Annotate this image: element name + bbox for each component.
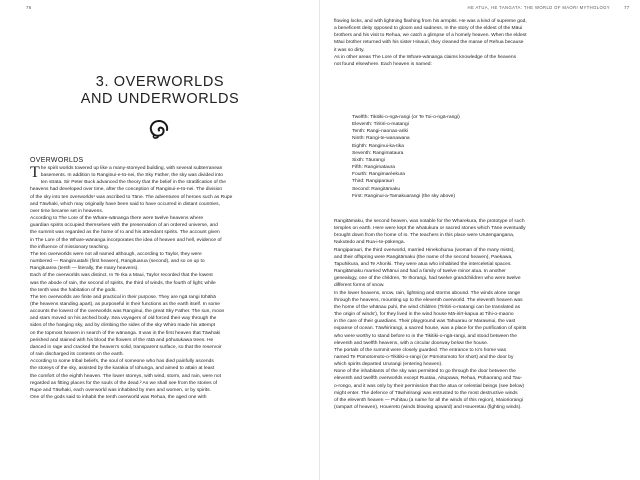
text-line: on the topmost heaven in search of the wānanga. It was in the first heaven that Tāwhaki [30,330,221,336]
text-line: (the heavens standing apart), as purposeful in their functions as the earth itself. In some [30,301,221,307]
koru-ornament-icon [148,118,170,140]
left-body-text [30,165,292,401]
drop-cap: T [30,164,40,181]
text-line: heavens had developed over time, after the conception of Ranginui-e-tū-nei. The division [30,187,223,193]
text-line: Rangitāmaku married Whānui and had a family of twelve minor atua. In another [334,269,506,275]
text-line: brought down from the home of Io. The teachers in this place were Urutengangana, [334,233,515,239]
list-item: Eleventh: Tiritiri-o-matangi [352,122,409,128]
text-line: None of the inhabitants of the sky was permitted to go through the door between the [334,369,516,375]
text-line: regarded as fitting places for the souls of the dead.² As we shall see from the stories of [30,380,218,386]
running-head: HE ATUA, HE TANGATA: THE WORLD OF MAORI MYTHOLOGY [467,5,610,10]
right-body-text [334,218,602,411]
text-line: eleventh and twelfth heavens, with a circular doorway below the house. [334,340,489,346]
text-line: Nukutedo and Rua-i-te-pūkenga. [334,240,405,246]
list-item: First: Ranginui-a-Tamakuarangi (the sky above) [352,193,456,199]
text-line: brothers and his visit to Rehua, we catch a glimpse of a homely heaven. When the eldest [334,33,527,39]
text-line: a beneficent deity opposed to gloom and sadness. In the story of the eldest of the Māui [334,26,523,32]
text-line: flowing locks, and with lightning flashing from his armpits. He was a kind of supreme god, [334,19,527,24]
chapter-title-line1: 3. OVERWORLDS [95,74,225,90]
text-line: of rain discharged its contents on the earth. [30,352,124,358]
text-line: of the sky into ten overworlds¹ was ascribed to Tāne. The adventures of heroes such as Rupe [30,194,233,200]
text-line: In the lower heavens, snow, rain, lightning and storms abound. The winds alone range [334,290,521,296]
text-line: of the eleventh heaven — Puhitau (a name for all the winds of this region), Maioriorangi [334,397,523,403]
text-line: One of the gods said to inhabit the tenth overworld was Rehua, the aged one with [30,395,207,400]
text-line: the comfort of the eighth heaven. The lower storeys, with wind, storm, and rain, were not [30,373,222,379]
list-item: Fifth: Rangimataura [352,165,395,171]
text-line: genealogy, one of the children, Te Ihorangi, had twelve grandchildren who were twelve [334,276,521,282]
text-line: o-rongo, and it was only by their permission that the atua or celestial beings (see below) [334,383,525,389]
text-line: it was so dirty. [334,47,365,53]
text-line: named Te Pūmotomoto-o-Tikitiki-o-rangi (or Pūmotomoto for short) and the door by [334,354,514,360]
right-page-number: 77 [624,5,630,10]
text-line: might enter. The defence of Tāwhirirangi was entrusted to the most destructive winds [334,390,518,396]
list-item: Seventh: Rangimataura [352,150,404,156]
list-item: Twelfth: Tikitiki-o-ngā-rangi (or Te Toi-o-ngā-rangi) [352,115,460,120]
text-line: he spirit worlds towered up like a many-storeyed building, with several subterranean [40,166,223,171]
text-line: the storeys of the sky, assisted by the karakia of tohunga, and aimed to attain at least [30,366,215,372]
text-line: who were worthy to stand before Io in the Tikitiki-o-ngā-rangi, and stood between the [334,333,517,339]
text-line: Rupe and Tāwhaki, each overworld was inhabited by men and women, or by spirits. [30,387,211,393]
text-line: Rangituarea (tenth — literally, the many heavens). [30,266,139,272]
right-intro-text [334,18,602,68]
text-line: 'the origin of winds'), for they lived in the wind house Mā-irirī-kapua at Tihi-o-maono [334,312,514,318]
text-line: Tapuhikura, and Te Ahoriki. They were atua who inhabited the interceletial spaces. [334,261,512,267]
chapter-title [30,74,290,108]
text-line: According to The Lore of the Whare-wānanga there were twelve heavens where [30,216,204,222]
text-line: As in other areas The Lore of the Whare-wānanga claims knowledge of the heavens [334,54,517,60]
text-line: basements. In addition to Ranginui-e-tū-nei, the Sky Father, the sky was divided into [40,173,223,179]
text-line: Each of the overworlds was distinct. In Te Ika a Maui, Taylor recorded that the lowest [30,273,213,279]
text-line: the influence of missionary teaching. [30,244,110,250]
text-line: temples on earth. Here were kept the whatukura or sacred stones which Tāne eventually [334,226,526,232]
list-item: Tenth: Rangi-naonao-ariki [352,129,409,135]
text-line: danced in rage and cracked the heaven's solid, transparent surface, so that the reservoir [30,344,222,350]
text-line: and their offspring were Rangitāmaku (the name of the second heaven), Paekawa, [334,254,513,260]
text-line: and stars moved on his arched body. Sea voyagers of old forced their way through the [30,316,217,322]
text-line: and Tāwhaki, which may originally have been said to have occurred in distant countries, [30,201,220,207]
list-item: Fourth: Rangimaréekura [352,172,406,178]
text-line: which spirits departed Ururangi (entering heaven). [334,362,443,368]
text-line: was the abode of rain, the second of spirits, the third of winds, the fourth of light; while [30,280,216,286]
text-line: The ten overworlds are finite and practical in their purpose. They are ngā rangi tūhāhā [30,294,216,300]
text-line: expanse of ocean. Tāwhirirangi, a sacred house, was a place for the purification of spirits [334,326,527,332]
text-line: numbered — Ranginuatahi (first heaven), Rangituarua (second), and so on up to [30,259,205,265]
text-line: (rampart of heaven), Houeretū (winds blowing upward) and Houeretau (fighting winds). [334,405,522,411]
text-line: not found elsewhere. Each heaven is named: [334,61,432,67]
list-item: Sixth: Tāurangi [352,157,385,163]
heavens-list [352,114,582,200]
text-line: the tenth was the habitation of the gods. [30,287,117,293]
text-line: guardian spirits occupied themselves with the preservation of an ordered universe, and [30,223,218,229]
text-line: Rangitāmaku, the second heaven, was notable for the Wharekura, the prototype of such [334,219,525,224]
list-item: Third: Rangiparauri [352,179,394,185]
text-line: over time became set in heavens. [30,208,104,214]
text-line: in The Lore of the Whare-wānanga incorporates the idea of heaven and hell, evidence of [30,237,222,243]
text-line: The ten overworlds were not all named although, according to Taylor, they were [30,251,202,257]
text-line: perished and stained with his blood the flowers of the rātā and pōhutukawa trees. He [30,337,214,343]
text-line: eleventh and twelfth overworlds except Ruatau, Aitupawa, Rehua, Pūhaorang and Tau- [334,376,523,382]
text-line: through the heavens, mounting up to the eleventh overworld. The eleventh heaven was [334,297,523,303]
text-line: Rangiparauri, the third overworld, married Hinekohurau (woman of the many mists), [334,247,515,253]
text-line: ten strata. Sir Peter Buck advanced the theory that the belief in the stratification of the [40,180,226,186]
text-line: the home of the whānau puhi, the wind children (Tiritiri-o-matangi can be translated as [334,304,521,310]
list-item: Second: Rangitāmaku [352,186,401,192]
text-line: Māui brother returned with his sister Hinauri, they cleaned the marae of Rehua because [334,40,524,46]
list-item: Eighth: Ranginui-ka-tika [352,143,404,149]
text-line: The portals of the summit were closely guarded. The entrance to Io's home was [334,347,507,353]
text-line: different forms of snow. [334,283,385,289]
text-line: accounts the lowest of the overworlds was Ranginui, the great Sky Father. The sun, moon [30,309,225,315]
text-line: in the care of their guardians. Their playground was Tahuarau or Marawnui, the vast [334,319,516,325]
left-page-number: 76 [26,5,32,10]
section-heading-overworlds: OVERWORLDS [30,157,84,164]
chapter-title-line2: AND UNDERWORLDS [80,91,240,107]
text-line: According to some tribal beliefs, the soul of someone who has died painfully ascends [30,359,214,365]
list-item: Ninth: Rangi-te-wanawana [352,136,410,142]
text-line: sides of the hanging sky, and by climbing the sides of the sky Whiro made his attempt [30,323,216,329]
text-line: the summit was regarded as the home of Io and his attendant spirits. The account given [30,230,220,236]
